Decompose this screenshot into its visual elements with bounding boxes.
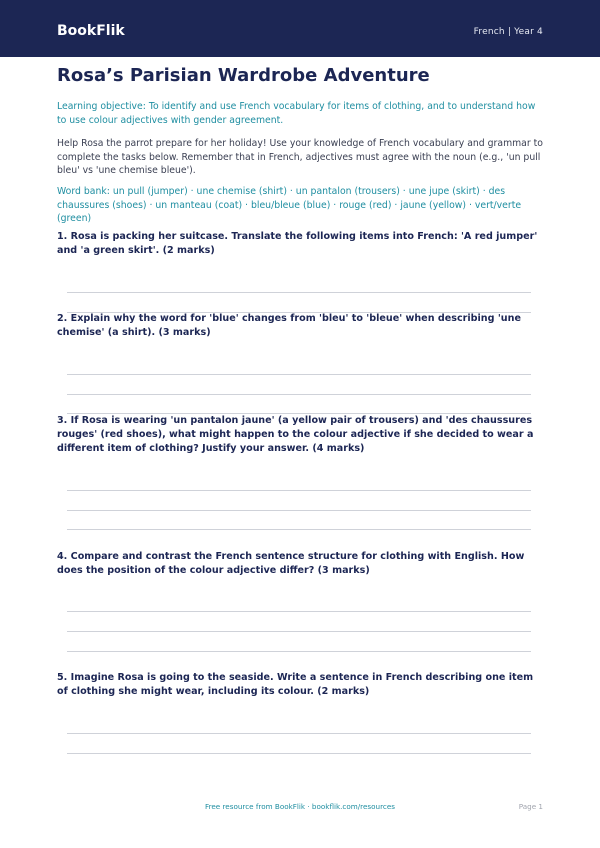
answer-line[interactable] (67, 490, 531, 491)
question-3: 3. If Rosa is wearing 'un pantalon jaune' (a yellow pair of trousers) and 'des chaussures rouges' (red shoes), what might happen to the colour adjective if she decided to wear a different item of clothing? Justify your answer. (4 marks) (57, 415, 534, 454)
page-number: Page 1 (518, 802, 543, 811)
worksheet-title: Rosa’s Parisian Wardrobe Adventure (57, 65, 430, 86)
answer-line[interactable] (67, 651, 531, 652)
question-2: 2. Explain why the word for 'blue' changes from 'bleu' to 'bleue' when describing 'une chemise' (a shirt). (3 marks) (57, 313, 521, 338)
answer-line[interactable] (67, 292, 531, 293)
answer-line[interactable] (67, 394, 531, 395)
answer-line[interactable] (67, 529, 531, 530)
answer-line[interactable] (67, 631, 531, 632)
answer-line[interactable] (67, 611, 531, 612)
answer-line[interactable] (67, 374, 531, 375)
word-bank: Word bank: un pull (jumper) · une chemise (shirt) · un pantalon (trousers) · une jupe (skirt) · des chaussures (shoes) · un manteau (coat) · bleu/bleue (blue) · rouge (red) · jaune (yellow) · vert/verte (green) (57, 186, 522, 224)
question-4: 4. Compare and contrast the French sentence structure for clothing with English. How does the position of the colour adjective differ? (3 marks) (57, 551, 525, 576)
answer-line[interactable] (67, 753, 531, 754)
question-1: 1. Rosa is packing her suitcase. Translate the following items into French: 'A red jumper' and 'a green skirt'. (2 marks) (57, 231, 538, 256)
intro-paragraph: Help Rosa the parrot prepare for her holiday! Use your knowledge of French vocabulary and grammar to complete the tasks below. Remember that in French, adjectives must agree with the noun (e.g., 'un pull bleu' vs 'une chemise bleue'). (57, 138, 543, 176)
question-5: 5. Imagine Rosa is going to the seaside. Write a sentence in French describing one item of clothing she might wear, including its colour. (2 marks) (57, 672, 534, 697)
subject-year-label: French | Year 4 (473, 27, 543, 37)
learning-objective: Learning objective: To identify and use French vocabulary for items of clothing, and to understand how to use colour adjectives with gender agreement. (57, 101, 536, 126)
footer-credit[interactable]: Free resource from BookFlik · bookflik.com/resources (204, 802, 396, 811)
brand-logo: BookFlik (57, 23, 125, 39)
answer-line[interactable] (67, 510, 531, 511)
page-header (0, 0, 600, 57)
answer-line[interactable] (67, 733, 531, 734)
